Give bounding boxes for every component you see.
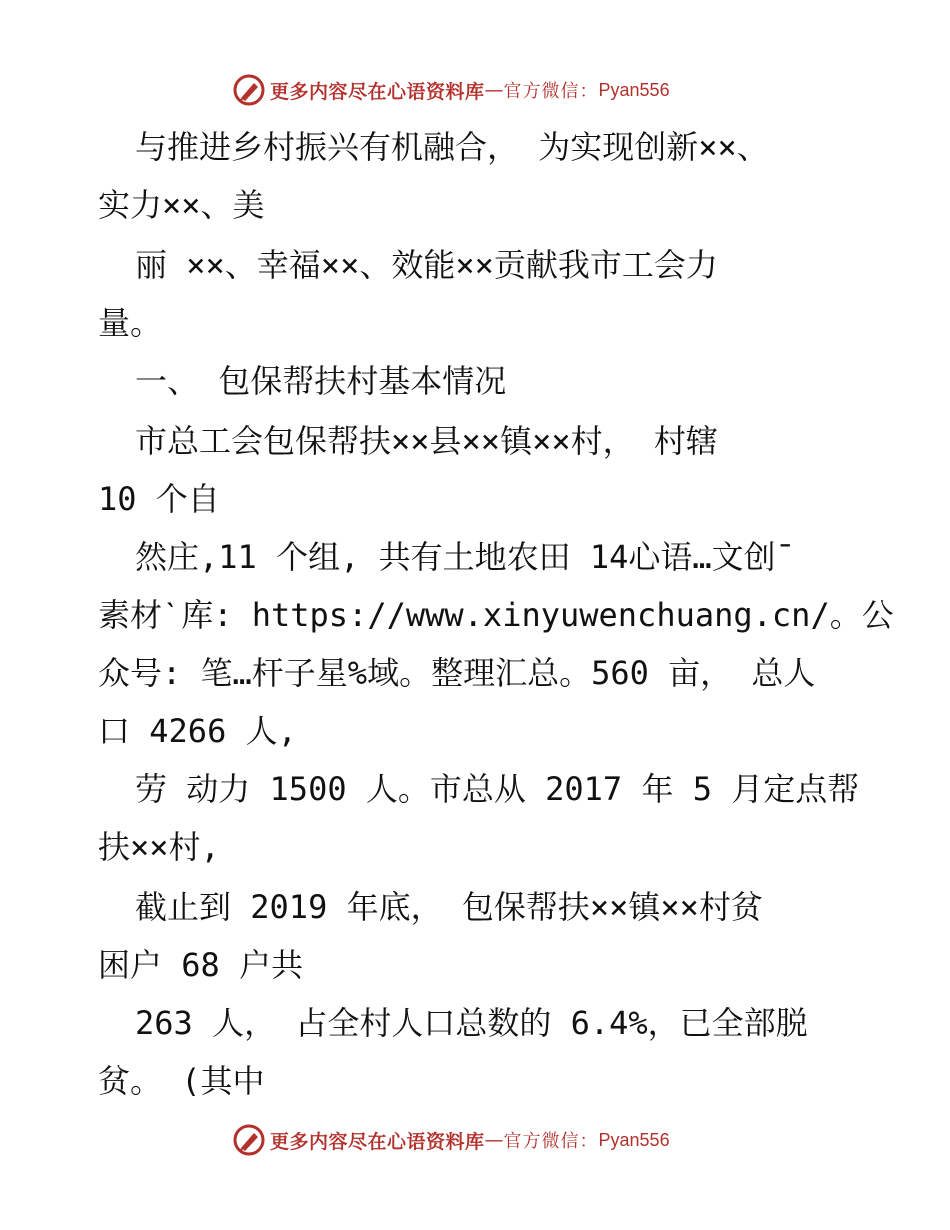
text-line — [0, 998, 950, 1048]
text-line — [0, 298, 950, 348]
text-line-content: 丽 ××、幸福××、效能××贡献我市工会力 — [135, 246, 718, 284]
text-line-content: 量。 — [98, 304, 163, 342]
text-line-content: 困户 68 户共 — [98, 946, 304, 984]
banner-wechat-id: Pyan556 — [598, 1129, 670, 1150]
text-line — [0, 416, 950, 466]
text-line — [0, 940, 950, 990]
header-banner — [232, 72, 670, 108]
footer-banner — [232, 1122, 670, 1158]
text-line — [0, 648, 950, 698]
banner-wechat-label: 官方微信： — [503, 1131, 599, 1152]
text-line-content: 一、 包保帮扶村基本情况 — [135, 362, 507, 400]
text-line — [0, 180, 950, 230]
section-heading — [0, 356, 950, 406]
text-line-content: 与推进乡村振兴有机融合， 为实现创新××、 — [135, 128, 769, 166]
text-line-content: 10 个自 — [98, 480, 220, 518]
banner-wechat-id: Pyan556 — [598, 79, 670, 100]
text-line-content: 市总工会包保帮扶××县××镇××村， 村辖 — [135, 422, 718, 460]
text-line — [0, 590, 950, 640]
text-line-content: 然庄,11 个组, 共有土地农田 14心语…文创¯ — [135, 538, 795, 576]
text-line — [0, 122, 950, 172]
banner-title: 更多内容尽在心语资料库 — [270, 1130, 485, 1153]
text-line-content: 263 人， 占全村人口总数的 6.4%，已全部脱 — [135, 1004, 808, 1042]
banner-wechat-label: 官方微信： — [503, 81, 599, 102]
text-line — [0, 240, 950, 290]
text-line-content: 扶××村, — [98, 828, 220, 866]
text-line — [0, 532, 950, 582]
pen-logo-icon — [232, 73, 266, 107]
text-line — [0, 882, 950, 932]
text-line-content: 实力××、美 — [98, 186, 265, 224]
text-line-content: 口 4266 人, — [98, 712, 297, 750]
text-line-content: 截止到 2019 年底， 包保帮扶××镇××村贫 — [135, 888, 763, 926]
text-line-content: 众号: 笔…杆子星%域。整理汇总。560 亩， 总人 — [98, 654, 816, 692]
text-line — [0, 474, 950, 524]
banner-separator: — — [484, 79, 504, 101]
text-line — [0, 764, 950, 814]
banner-title: 更多内容尽在心语资料库 — [270, 80, 485, 103]
text-line-content: 劳 动力 1500 人。市总从 2017 年 5 月定点帮 — [135, 770, 860, 808]
text-line — [0, 1056, 950, 1106]
text-line — [0, 822, 950, 872]
text-line — [0, 706, 950, 756]
text-line-content: 素材ˋ库: https://www.xinyuwenchuang.cn/。公 — [98, 596, 894, 634]
banner-separator: — — [484, 1129, 504, 1151]
pen-logo-icon — [232, 1123, 266, 1157]
text-line-content: 贫。 (其中 — [98, 1062, 265, 1100]
